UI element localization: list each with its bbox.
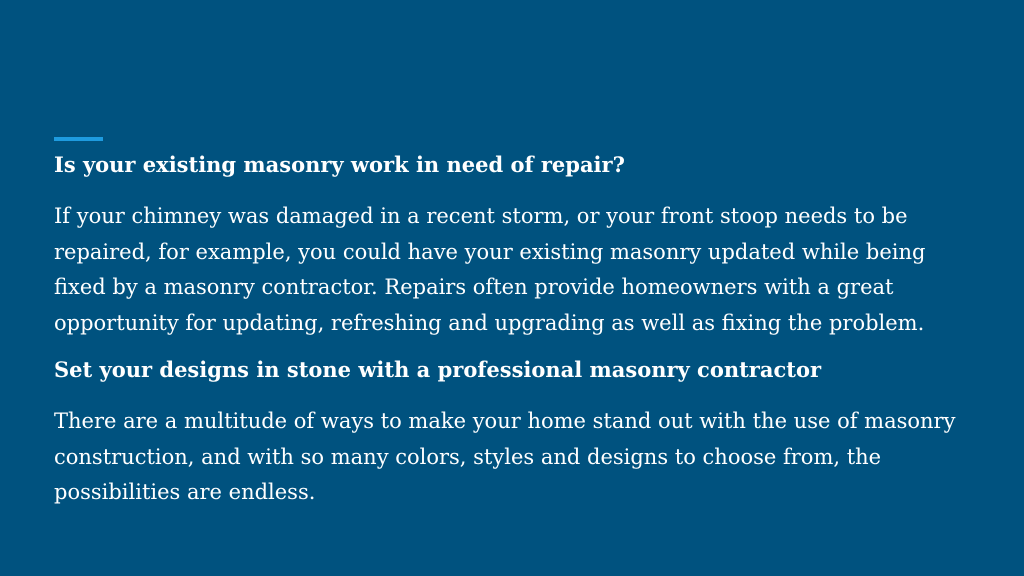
slide-content <box>54 148 974 511</box>
section-heading-repair: Is your existing masonry work in need of repair? <box>54 152 625 177</box>
section-body-designs: There are a multitude of ways to make your home stand out with the use of masonry construction, and with so many colors, styles and designs to choose from, the possibilities are endless. <box>54 409 956 504</box>
accent-bar <box>54 137 103 141</box>
section-body-repair: If your chimney was damaged in a recent storm, or your front stoop needs to be repaired, for example, you could have your existing masonry updated while being fixed by a masonry contractor. Repairs often provide homeowners with a great opportunity for updating, refreshing and upgrading as well as fixing the problem. <box>54 204 926 335</box>
section-heading-designs: Set your designs in stone with a professional masonry contractor <box>54 357 822 382</box>
